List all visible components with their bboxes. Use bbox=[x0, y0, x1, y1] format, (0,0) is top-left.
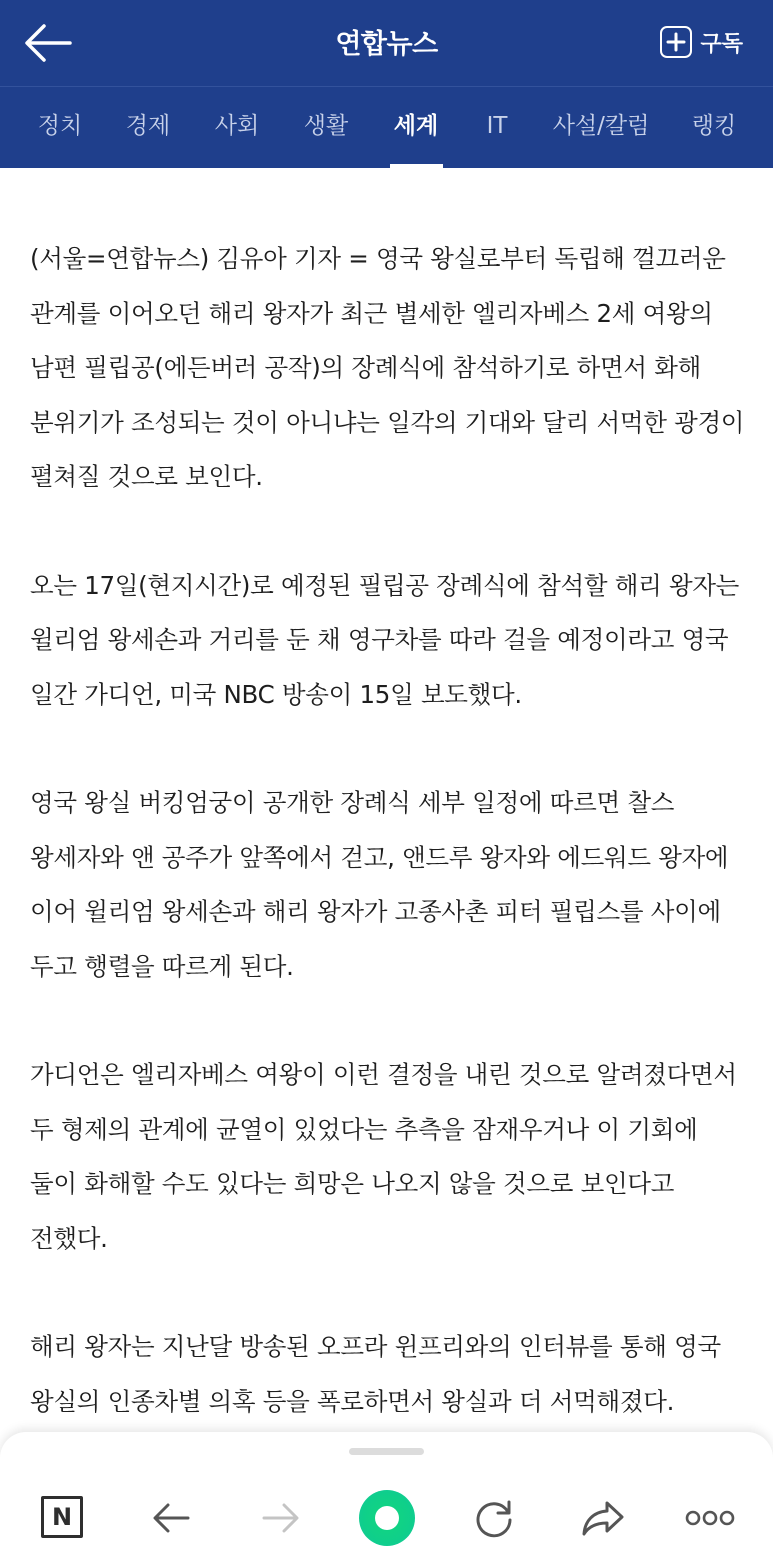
tab-editorial[interactable]: 사설/칼럼 bbox=[552, 113, 650, 139]
grab-handle[interactable] bbox=[349, 1448, 424, 1455]
article-body bbox=[30, 232, 750, 1483]
article-paragraph: 해리 왕자는 지난달 방송된 오프라 윈프리와의 인터뷰를 통해 영국 왕실의 인종차별 의혹 등을 폭로하면서 왕실과 더 서먹해졌다. bbox=[30, 1332, 721, 1416]
refresh-icon bbox=[466, 1490, 522, 1546]
tab-politics[interactable]: 정치 bbox=[37, 113, 83, 139]
back-arrow-icon bbox=[144, 1490, 200, 1546]
article-paragraph: 영국 왕실 버킹엄궁이 공개한 장례식 세부 일정에 따르면 찰스 왕세자와 앤 공주가 앞쪽에서 걷고, 앤드루 왕자와 에드워드 왕자에 이어 윌리엄 왕세손과 해리 왕자가 고종사촌 피터 필립스를 사이에 두고 행렬을 따르게 된다. bbox=[30, 788, 729, 981]
article-paragraph: (서울=연합뉴스) 김유아 기자 = 영국 왕실로부터 독립해 껄끄러운 관계를 이어오던 해리 왕자가 최근 별세한 엘리자베스 2세 여왕의 남편 필립공(에든버러 공작)의 장례식에 참석하기로 하면서 화해 분위기가 조성되는 것이 아니냐는 일각의 기대와 달리 서먹한 광경이 펼쳐질 것으로 보인다. bbox=[30, 244, 745, 491]
more-button[interactable] bbox=[682, 1490, 738, 1546]
tab-ranking[interactable]: 랭킹 bbox=[691, 113, 737, 139]
back-button[interactable] bbox=[22, 20, 74, 66]
tab-society[interactable]: 사회 bbox=[214, 113, 260, 139]
app-header bbox=[0, 0, 773, 168]
article-paragraph: 오는 17일(현지시간)로 예정된 필립공 장례식에 참석할 해리 왕자는 윌리엄 왕세손과 거리를 둔 채 영구차를 따라 걸을 예정이라고 영국 일간 가디언, 미국 NBC 방송이 15일 보도했다. bbox=[30, 570, 740, 709]
naver-label: N bbox=[51, 1503, 73, 1531]
category-tabs bbox=[0, 87, 773, 168]
forward-arrow-icon bbox=[252, 1490, 308, 1546]
tab-life[interactable]: 생활 bbox=[303, 113, 349, 139]
share-button[interactable] bbox=[575, 1490, 631, 1546]
arrow-left-icon bbox=[22, 20, 74, 66]
tab-economy[interactable]: 경제 bbox=[125, 113, 171, 139]
naver-n-icon[interactable] bbox=[41, 1496, 83, 1538]
home-dot-center bbox=[375, 1506, 399, 1530]
refresh-button[interactable] bbox=[466, 1490, 522, 1546]
tab-it[interactable]: IT bbox=[486, 113, 508, 139]
more-icon bbox=[682, 1490, 738, 1546]
subscribe-label: 구독 bbox=[700, 31, 743, 57]
browser-bottom-bar bbox=[0, 1432, 773, 1564]
top-bar bbox=[0, 0, 773, 86]
active-tab-indicator bbox=[390, 164, 443, 168]
app-title: 연합뉴스 bbox=[335, 29, 438, 60]
subscribe-button[interactable] bbox=[660, 22, 743, 62]
article-paragraph: 가디언은 엘리자베스 여왕이 이런 결정을 내린 것으로 알려졌다면서 두 형제의 관계에 균열이 있었다는 추측을 잠재우거나 이 기회에 둘이 화해할 수도 있다는 희망은 나오지 않을 것으로 보인다고 전했다. bbox=[30, 1060, 737, 1253]
share-icon bbox=[575, 1490, 631, 1546]
forward-nav-button[interactable] bbox=[252, 1490, 308, 1546]
green-home-dot-icon[interactable] bbox=[359, 1490, 415, 1546]
tab-world[interactable]: 세계 bbox=[393, 113, 439, 139]
back-nav-button[interactable] bbox=[144, 1490, 200, 1546]
plus-square-icon bbox=[660, 26, 692, 58]
